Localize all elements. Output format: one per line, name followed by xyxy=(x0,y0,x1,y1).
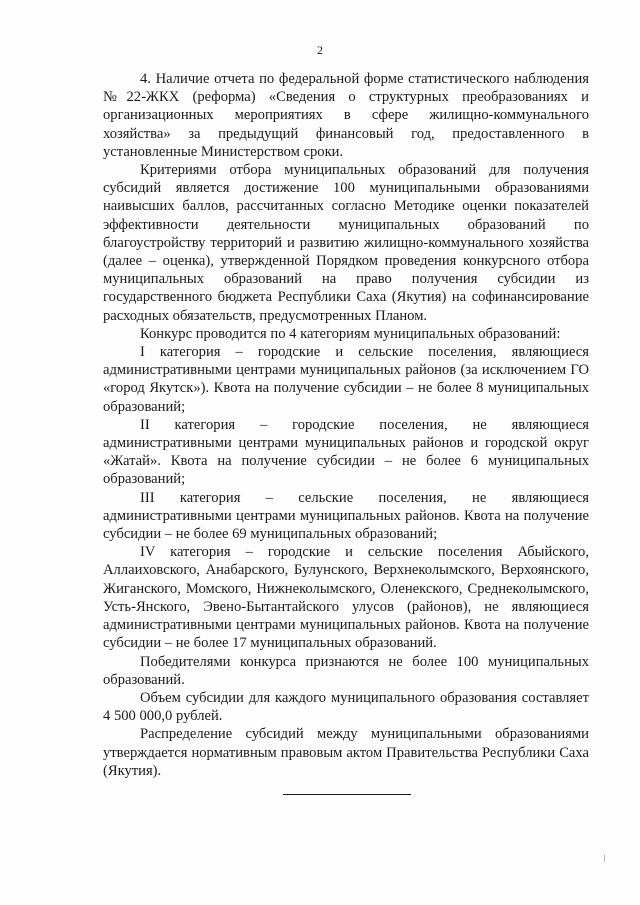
scan-artifact-mark xyxy=(604,855,605,862)
paragraph-category-3: III категория – сельские поселения, не являющиеся административными центрами муниципальных районов. Квота на получение субсидии – не более 69 муниципальных образований; xyxy=(103,489,589,543)
paragraph-report-requirement: 4. Наличие отчета по федеральной форме статистического наблюдения №22-ЖКХ (реформа) «Сведения о структурных преобразованиях и организационных мероприятиях в сфере жилищно-коммунального хозяйства» за предыдущий финансовый год, предоставленного в установленные Министерством сроки. xyxy=(103,71,589,160)
document-body xyxy=(103,70,589,780)
paragraph-category-2: II категория – городские поселения, не являющиеся административными центрами муниципальных районов и городской округ «Жатай». Квота на получение субсидии – не более 6 муниципальных образований; xyxy=(103,416,589,488)
paragraph-categories-intro: Конкурс проводится по 4 категориям муниципальных образований: xyxy=(140,325,561,342)
paragraph-category-1: I категория – городские и сельские поселения, являющиеся административными центрами муниципальных районов (за исключением ГО «город Якутск»). Квота на получение субсидии – не более 8 муниципальных образований; xyxy=(103,344,589,415)
paragraph-category-4: IV категория – городские и сельские поселения Абыйского, Аллаиховского, Анабарского, Булунского, Верхнеколымского, Верхоянского, Жиганского, Момского, Нижнеколымского, Оленекского, Среднеколымского, Усть-Янского, Эвено-Бытантайского улусов (районов), не являющиеся административными центрами муниципальных районов. Квота на получение субсидии – не более 17 муниципальных образований. xyxy=(103,544,589,652)
paragraph-selection-criteria: Критериями отбора муниципальных образований для получения субсидий является достижение 100 муниципальными образованиями наивысших баллов, рассчитанных согласно Методике оценки показателей эффективности деятельности муниципальных образований по благоустройству территорий и развитию жилищно-коммунального хозяйства (далее – оценка), утвержденной Порядком проведения конкурсного отбора муниципальных образований на право получения субсидии из государственного бюджета Республики Саха (Якутия) на софинансирование расходных обязательств, предусмотренных Планом. xyxy=(103,162,589,324)
page-number: 2 xyxy=(317,43,323,57)
paragraph-winners: Победителями конкурса признаются не более 100 муниципальных образований. xyxy=(103,653,589,688)
closing-divider-line xyxy=(283,794,411,795)
paragraph-distribution: Распределение субсидий между муниципальными образованиями утверждается нормативным правовым актом Правительства Республики Саха (Якутия). xyxy=(103,726,589,779)
paragraph-subsidy-amount: Объем субсидии для каждого муниципального образования составляет 4 500 000,0 рублей. xyxy=(103,689,589,725)
